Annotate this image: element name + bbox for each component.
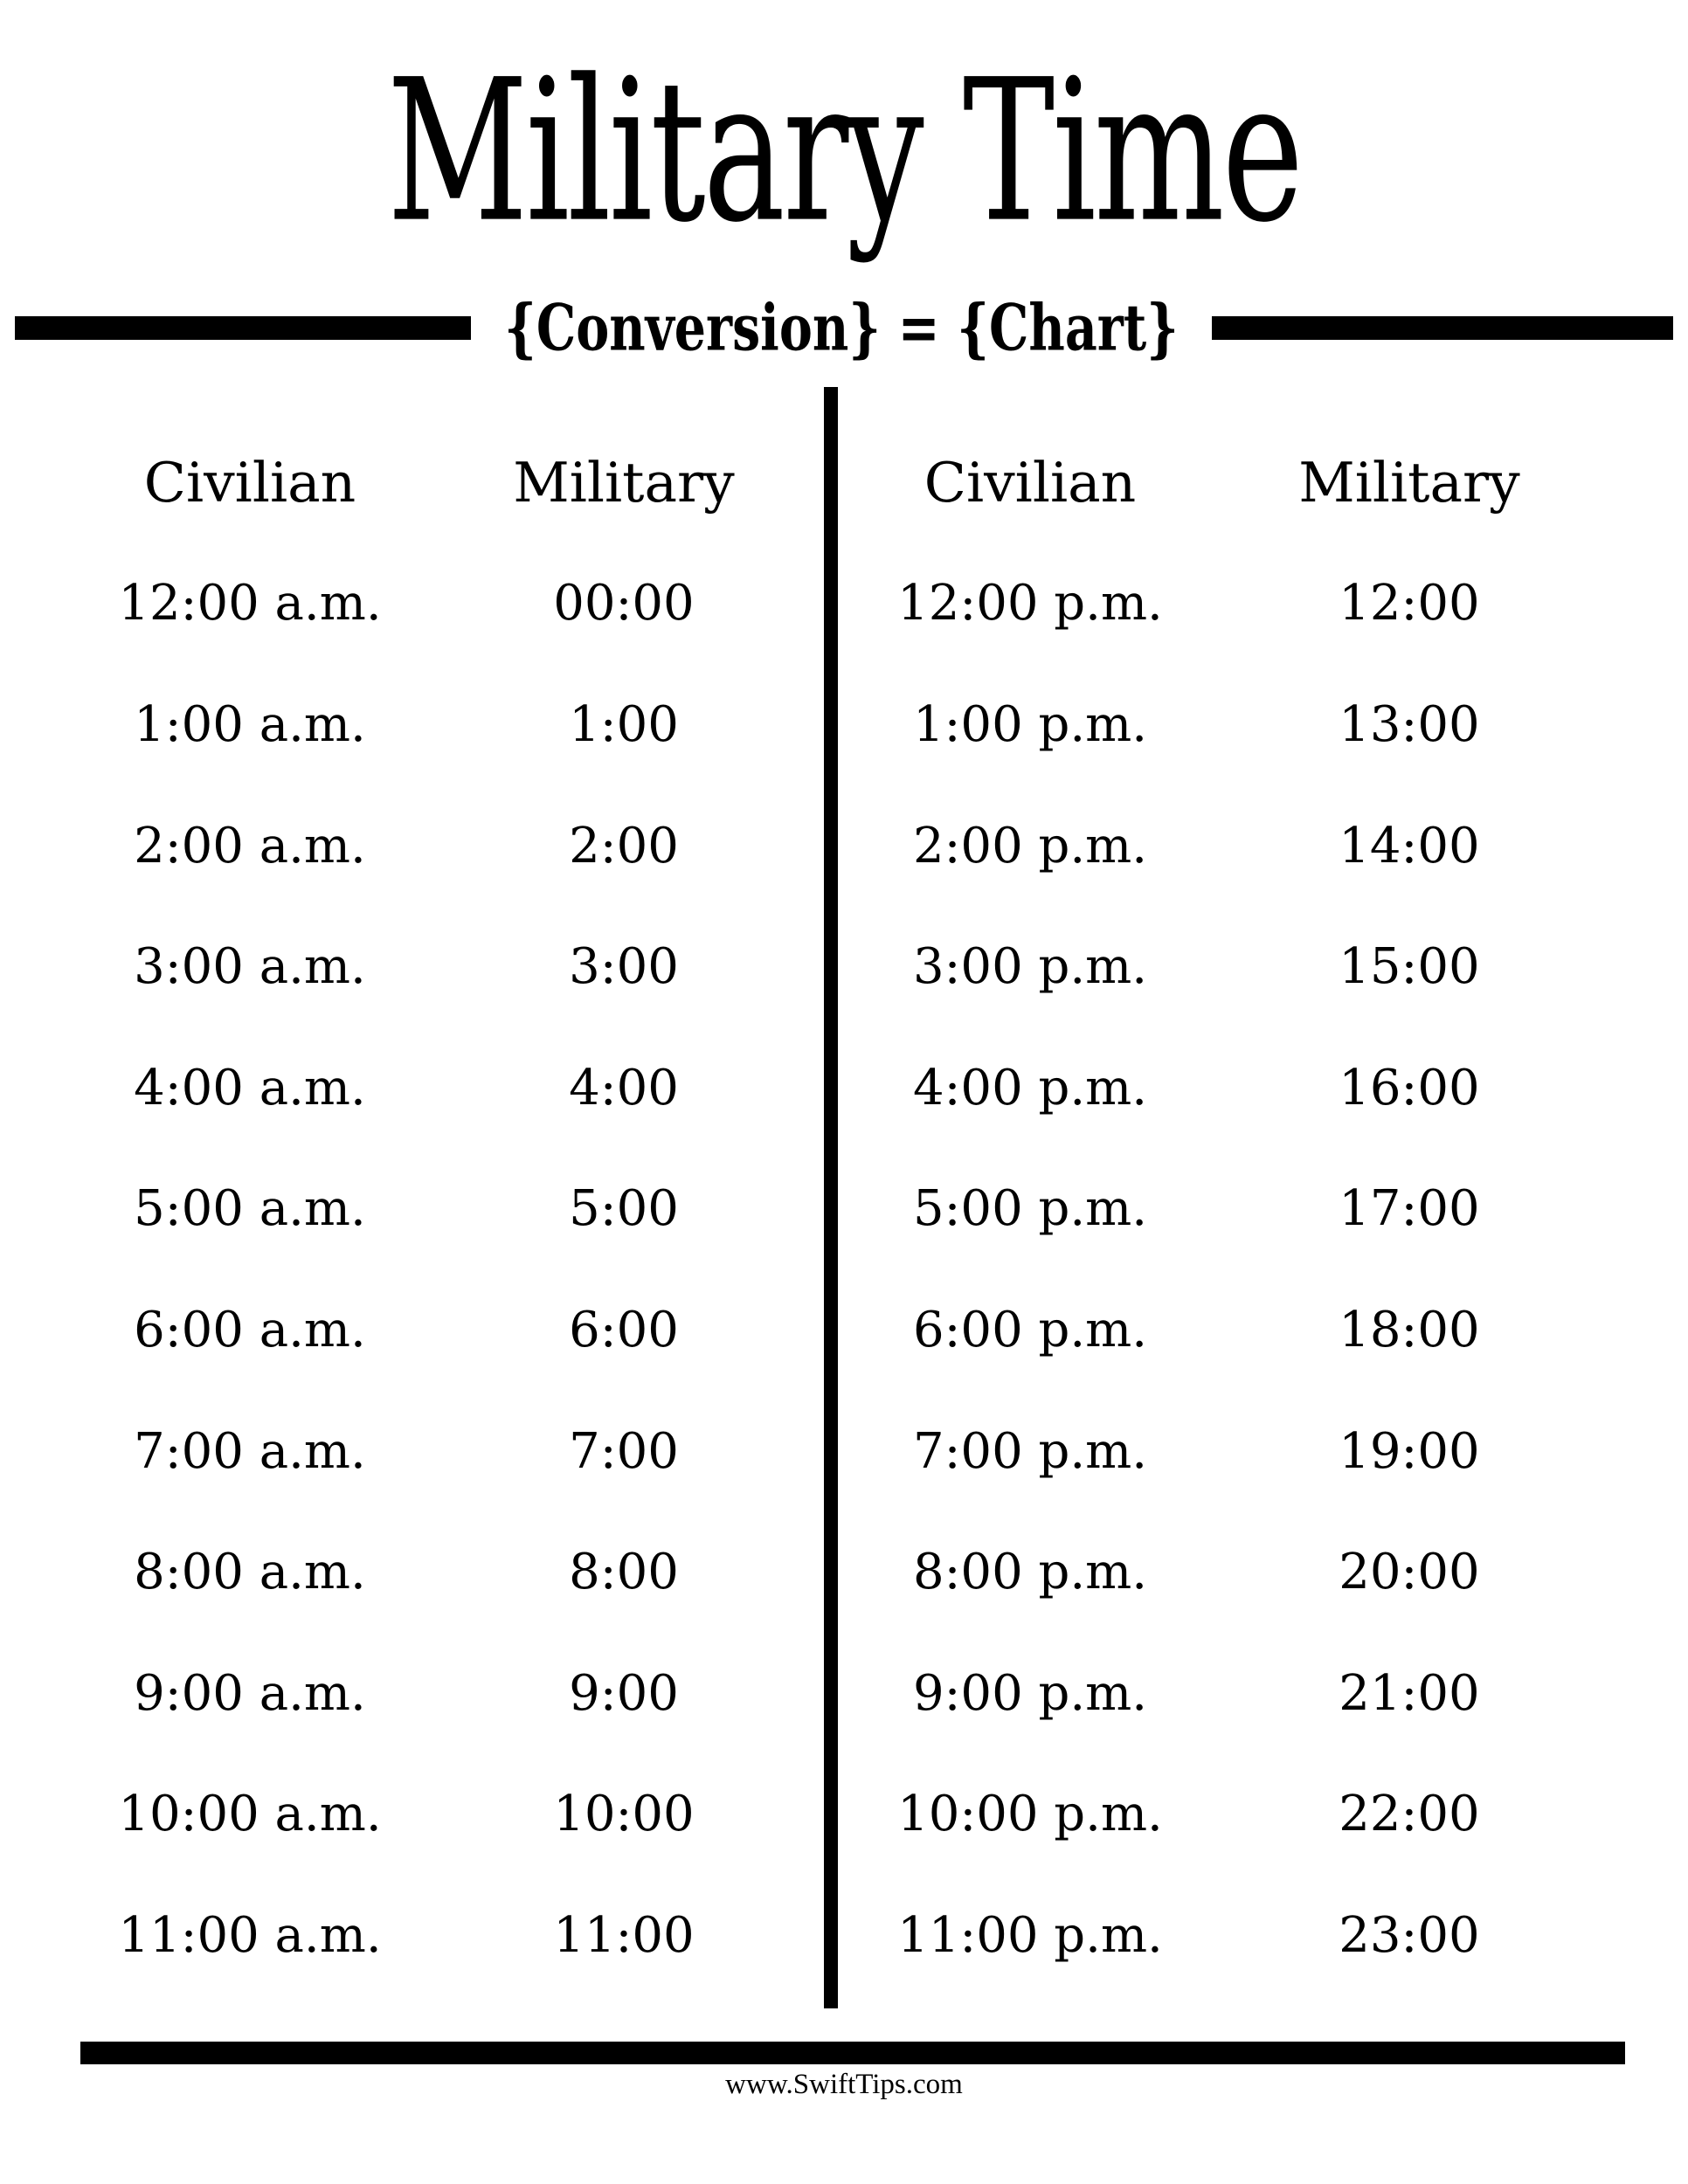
subtitle-row (0, 288, 1688, 367)
military-time-cell: 3:00 (569, 938, 679, 996)
civilian-time-cell: 9:00 a.m. (134, 1664, 366, 1722)
civilian-time-cell: 6:00 p.m. (912, 1301, 1148, 1358)
military-time-cell: 23:00 (1339, 1906, 1480, 1964)
footer-url: www.SwiftTips.com (725, 2069, 963, 2100)
page-subtitle: {Conversion} = {Chart} (504, 290, 1179, 365)
civilian-time-cell: 1:00 a.m. (134, 695, 366, 753)
military-time-cell: 17:00 (1339, 1180, 1480, 1238)
military-time-cell: 4:00 (569, 1059, 679, 1116)
subtitle-left-bar (15, 316, 471, 340)
military-time-cell: 1:00 (569, 695, 679, 753)
civilian-time-cell: 3:00 a.m. (134, 938, 366, 996)
military-time-cell: 20:00 (1339, 1544, 1480, 1601)
page-title: Military Time (386, 38, 1302, 266)
civilian-time-cell: 12:00 a.m. (118, 575, 382, 632)
military-time-cell: 11:00 (553, 1906, 695, 1964)
military-time-cell: 9:00 (569, 1664, 679, 1722)
civilian-time-cell: 10:00 a.m. (118, 1786, 382, 1843)
page-header (0, 33, 1688, 271)
civilian-time-cell: 11:00 p.m. (897, 1906, 1163, 1964)
military-time-cell: 15:00 (1339, 938, 1480, 996)
military-time-cell: 21:00 (1339, 1664, 1480, 1722)
civilian-time-cell: 8:00 p.m. (912, 1544, 1148, 1601)
civilian-time-cell: 5:00 p.m. (912, 1180, 1148, 1238)
military-time-cell: 22:00 (1339, 1786, 1480, 1843)
civilian-time-cell: 1:00 p.m. (912, 695, 1148, 753)
pm-conversion-table (841, 422, 1599, 1996)
civilian-time-cell: 8:00 a.m. (134, 1544, 366, 1601)
military-time-cell: 16:00 (1339, 1059, 1480, 1116)
military-time-cell: 19:00 (1339, 1422, 1480, 1480)
subtitle-right-bar (1212, 316, 1673, 340)
civilian-time-cell: 7:00 p.m. (912, 1422, 1148, 1480)
pm-column-header-civilian: Civilian (924, 450, 1137, 515)
civilian-time-cell: 6:00 a.m. (134, 1301, 366, 1358)
civilian-time-cell: 3:00 p.m. (912, 938, 1148, 996)
military-time-cell: 13:00 (1339, 695, 1480, 753)
civilian-time-cell: 4:00 a.m. (134, 1059, 366, 1116)
civilian-time-cell: 5:00 a.m. (134, 1180, 366, 1238)
civilian-time-cell: 2:00 p.m. (912, 817, 1148, 874)
military-time-cell: 00:00 (553, 575, 695, 632)
civilian-time-cell: 4:00 p.m. (912, 1059, 1148, 1116)
center-divider (824, 387, 838, 2008)
military-time-cell: 8:00 (569, 1544, 679, 1601)
am-column-header-civilian: Civilian (143, 450, 356, 515)
military-time-cell: 6:00 (569, 1301, 679, 1358)
military-time-cell: 12:00 (1339, 575, 1480, 632)
civilian-time-cell: 7:00 a.m. (134, 1422, 366, 1480)
civilian-time-cell: 12:00 p.m. (897, 575, 1163, 632)
military-time-cell: 2:00 (569, 817, 679, 874)
civilian-time-cell: 11:00 a.m. (118, 1906, 382, 1964)
military-time-cell: 5:00 (569, 1180, 679, 1238)
pm-column-header-military: Military (1298, 450, 1520, 515)
am-column-header-military: Military (513, 450, 735, 515)
civilian-time-cell: 9:00 p.m. (912, 1664, 1148, 1722)
civilian-time-cell: 10:00 p.m. (897, 1786, 1163, 1843)
civilian-time-cell: 2:00 a.m. (134, 817, 366, 874)
am-conversion-table (63, 422, 811, 1996)
military-time-cell: 7:00 (569, 1422, 679, 1480)
military-time-cell: 10:00 (553, 1786, 695, 1843)
military-time-cell: 18:00 (1339, 1301, 1480, 1358)
footer-bar (80, 2042, 1625, 2064)
military-time-cell: 14:00 (1339, 817, 1480, 874)
